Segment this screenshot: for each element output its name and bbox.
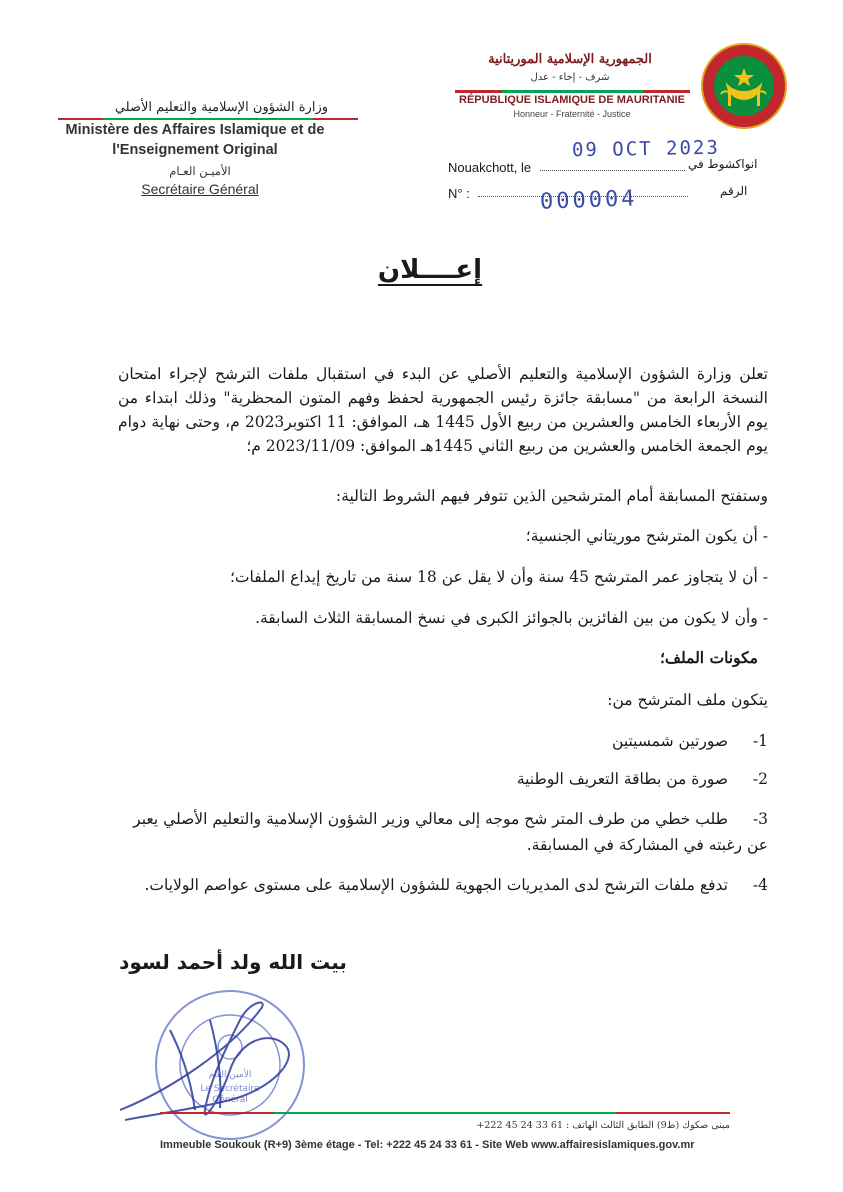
component-number: 2-	[752, 770, 768, 788]
component-text: صورة من بطاقة التعريف الوطنية	[516, 770, 728, 788]
secretary-general-fr: Secrétaire Général	[141, 181, 259, 197]
svg-text:الأمين العام: الأمين العام	[208, 1070, 252, 1080]
number-label-fr: N° :	[448, 186, 470, 201]
components-title: مكونات الملف؛	[660, 648, 758, 667]
footer-address-ar: مبنى صكوك (ط9) الطابق الثالث الهاتف : 61 33 24 45 222+	[476, 1120, 730, 1131]
place-dotted-line	[540, 170, 685, 171]
components-intro: يتكون ملف المترشح من:	[607, 691, 768, 709]
place-label-fr: Nouakchott, le	[448, 160, 532, 175]
signer-name: بيت الله ولد أحمد لسود	[119, 950, 347, 974]
place-label-ar: انواكشوط في	[688, 157, 758, 171]
republic-motto-ar: شرف - إخاء - عدل	[530, 72, 610, 83]
footer-address-fr: Immeuble Soukouk (R+9) 3ème étage - Tel: +222 45 24 33 61 - Site Web www.affairesislamiques.gov.mr	[160, 1139, 695, 1151]
number-label-ar: الرقم	[720, 184, 748, 198]
flag-divider	[455, 90, 690, 93]
ministry-name-ar: وزارة الشؤون الإسلامية والتعليم الأصلي	[114, 100, 328, 115]
republic-motto-fr: Honneur - Fraternité - Justice	[513, 109, 631, 119]
conditions-intro: وستفتح المسابقة أمام المترشحين الذين تتوفر فيهم الشروط التالية:	[335, 487, 768, 505]
condition-item: - وأن لا يكون من بين الفائزين بالجوائز الكبرى في نسخ المسابقة الثلاث السابقة.	[255, 609, 768, 627]
condition-item: - أن لا يتجاوز عمر المترشح 45 سنة وأن لا يقل عن 18 سنة من تاريخ إيداع الملفات؛	[229, 568, 768, 586]
ministry-name-fr: Ministère des Affaires Islamique et de l'Enseignement Original	[65, 122, 325, 158]
number-stamp: 000004	[539, 186, 638, 215]
component-item	[118, 766, 768, 792]
republic-name-ar: الجمهورية الإسلامية الموريتانية	[488, 52, 652, 67]
national-seal-emblem	[700, 42, 788, 130]
component-number: 4-	[752, 876, 768, 894]
svg-text:Le Secrétaire: Le Secrétaire	[200, 1084, 260, 1094]
component-item	[118, 872, 768, 898]
condition-item: - أن يكون المترشح موريتاني الجنسية؛	[525, 527, 768, 545]
svg-text:Général: Général	[212, 1095, 248, 1105]
handwritten-signature	[110, 990, 330, 1130]
component-text: تدفع ملفات الترشح لدى المديريات الجهوية للشؤون الإسلامية على مستوى عواصم الولايات.	[144, 876, 728, 894]
component-number: 3-	[752, 810, 768, 828]
announcement-paragraph: تعلن وزارة الشؤون الإسلامية والتعليم الأصلي عن البدء في استقبال ملفات الترشح لإجراء امتحان النسخة الرابعة من "مسابقة جائزة رئيس الجمهورية لحفظ وفهم المتون المحظرية" وذلك ابتداء من يوم الأربعاء الخامس والعشرين من ربيع الأول 1445 هـ، الموافق: 11 اكتوبر2023 م، وحتى نهاية دوام يوم الجمعة الخامس والعشرين من ربيع الثاني 1445هـ الموافق: 2023/11/09 م؛	[118, 365, 768, 455]
announcement-title: إعــــلان	[377, 255, 483, 285]
component-number: 1-	[752, 732, 768, 750]
secretary-general-ar: الأميـن العـام	[169, 164, 231, 178]
component-text: طلب خطي من طرف المتر شح موجه إلى معالي وزير الشؤون الإسلامية والتعليم الأصلي يعبر عن رغبته في المشاركة في المسابقة.	[133, 810, 768, 854]
republic-name-fr: RÉPUBLIQUE ISLAMIQUE DE MAURITANIE	[459, 94, 685, 106]
component-text: صورتين شمسيتين	[612, 732, 728, 750]
component-item	[118, 728, 768, 754]
component-item	[118, 806, 768, 858]
footer-divider	[160, 1112, 730, 1114]
date-stamp: 09 OCT 2023	[571, 136, 721, 162]
